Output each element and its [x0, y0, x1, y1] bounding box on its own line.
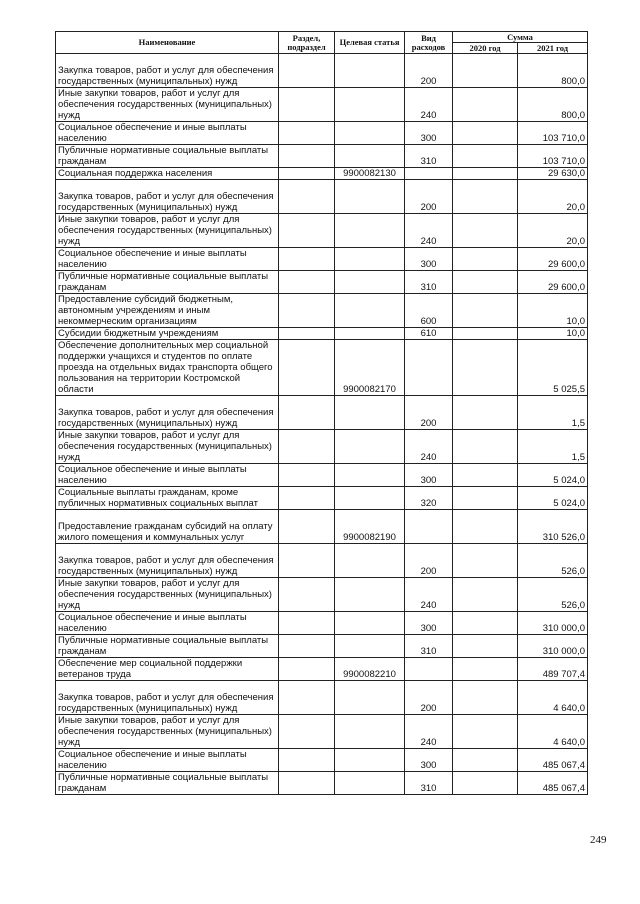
cell-name: Социальное обеспечение и иные выплаты населению [56, 612, 279, 635]
cell-name: Предоставление гражданам субсидий на оплату жилого помещения и коммунальных услуг [56, 510, 279, 544]
cell-name: Предоставление субсидий бюджетным, автономным учреждениям и иным некоммерческим организациям [56, 294, 279, 328]
cell-target [335, 430, 405, 464]
table-row [56, 145, 588, 168]
cell-target [335, 328, 405, 340]
cell-section [279, 635, 335, 658]
cell-kind: 240 [405, 578, 453, 612]
cell-y2021: 310 526,0 [518, 510, 588, 544]
cell-name: Публичные нормативные социальные выплаты гражданам [56, 635, 279, 658]
cell-kind: 200 [405, 544, 453, 578]
cell-name: Закупка товаров, работ и услуг для обеспечения государственных (муниципальных) нужд [56, 544, 279, 578]
cell-y2021: 10,0 [518, 328, 588, 340]
table-row [56, 544, 588, 578]
cell-target [335, 396, 405, 430]
cell-y2020 [453, 145, 518, 168]
cell-y2020 [453, 658, 518, 681]
table-row [56, 54, 588, 88]
cell-section [279, 487, 335, 510]
cell-target: 9900082190 [335, 510, 405, 544]
table-row [56, 294, 588, 328]
cell-section [279, 294, 335, 328]
cell-kind [405, 168, 453, 180]
cell-kind: 310 [405, 145, 453, 168]
cell-section [279, 464, 335, 487]
cell-y2021: 1,5 [518, 396, 588, 430]
cell-target [335, 635, 405, 658]
cell-kind: 310 [405, 271, 453, 294]
cell-name: Социальное обеспечение и иные выплаты населению [56, 749, 279, 772]
cell-section [279, 248, 335, 271]
cell-y2020 [453, 715, 518, 749]
cell-name: Социальное обеспечение и иные выплаты населению [56, 464, 279, 487]
cell-kind: 200 [405, 180, 453, 214]
cell-target [335, 772, 405, 795]
cell-y2020 [453, 487, 518, 510]
cell-name: Публичные нормативные социальные выплаты гражданам [56, 145, 279, 168]
cell-y2021: 310 000,0 [518, 635, 588, 658]
cell-kind: 300 [405, 749, 453, 772]
cell-y2020 [453, 544, 518, 578]
cell-y2020 [453, 271, 518, 294]
cell-y2021: 1,5 [518, 430, 588, 464]
table-row [56, 510, 588, 544]
cell-name: Социальные выплаты гражданам, кроме публичных нормативных социальных выплат [56, 487, 279, 510]
cell-y2020 [453, 180, 518, 214]
cell-section [279, 544, 335, 578]
cell-kind: 310 [405, 772, 453, 795]
cell-section [279, 180, 335, 214]
cell-y2020 [453, 510, 518, 544]
cell-kind: 300 [405, 464, 453, 487]
cell-kind: 300 [405, 122, 453, 145]
cell-section [279, 749, 335, 772]
cell-section [279, 214, 335, 248]
cell-section [279, 396, 335, 430]
table-row [56, 396, 588, 430]
cell-y2021: 310 000,0 [518, 612, 588, 635]
cell-y2020 [453, 294, 518, 328]
table-header [56, 32, 588, 54]
cell-y2020 [453, 328, 518, 340]
cell-y2020 [453, 430, 518, 464]
cell-target [335, 88, 405, 122]
table-row [56, 430, 588, 464]
cell-kind: 320 [405, 487, 453, 510]
cell-y2021: 5 025,5 [518, 340, 588, 396]
table-row [56, 168, 588, 180]
cell-y2021: 800,0 [518, 88, 588, 122]
cell-target [335, 464, 405, 487]
cell-y2020 [453, 168, 518, 180]
cell-y2020 [453, 612, 518, 635]
cell-section [279, 271, 335, 294]
cell-name: Публичные нормативные социальные выплаты гражданам [56, 772, 279, 795]
cell-name: Публичные нормативные социальные выплаты гражданам [56, 271, 279, 294]
table-row [56, 271, 588, 294]
cell-name: Иные закупки товаров, работ и услуг для обеспечения государственных (муниципальных) нужд [56, 578, 279, 612]
header-sum: Сумма [453, 32, 588, 43]
cell-name: Закупка товаров, работ и услуг для обеспечения государственных (муниципальных) нужд [56, 54, 279, 88]
table-row [56, 749, 588, 772]
cell-y2021: 20,0 [518, 180, 588, 214]
cell-y2021: 526,0 [518, 544, 588, 578]
cell-y2020 [453, 681, 518, 715]
budget-table [55, 31, 588, 795]
cell-section [279, 715, 335, 749]
cell-y2021: 4 640,0 [518, 715, 588, 749]
cell-y2020 [453, 122, 518, 145]
cell-y2021: 103 710,0 [518, 122, 588, 145]
cell-y2020 [453, 248, 518, 271]
table-row [56, 635, 588, 658]
cell-y2021: 29 600,0 [518, 248, 588, 271]
cell-y2021: 5 024,0 [518, 487, 588, 510]
cell-target [335, 487, 405, 510]
cell-name: Закупка товаров, работ и услуг для обеспечения государственных (муниципальных) нужд [56, 396, 279, 430]
cell-target: 9900082130 [335, 168, 405, 180]
table-row [56, 487, 588, 510]
table-row [56, 772, 588, 795]
cell-section [279, 430, 335, 464]
cell-y2021: 103 710,0 [518, 145, 588, 168]
cell-target: 9900082210 [335, 658, 405, 681]
cell-kind: 240 [405, 214, 453, 248]
table-row [56, 340, 588, 396]
header-kind: Вид расходов [405, 32, 453, 54]
header-year-2021: 2021 год [518, 43, 588, 54]
cell-section [279, 340, 335, 396]
cell-target [335, 122, 405, 145]
header-year-2020: 2020 год [453, 43, 518, 54]
table-row [56, 248, 588, 271]
cell-section [279, 168, 335, 180]
cell-target [335, 681, 405, 715]
cell-name: Социальное обеспечение и иные выплаты населению [56, 122, 279, 145]
cell-kind: 240 [405, 715, 453, 749]
cell-target [335, 578, 405, 612]
table-row [56, 214, 588, 248]
cell-name: Закупка товаров, работ и услуг для обеспечения государственных (муниципальных) нужд [56, 180, 279, 214]
cell-kind [405, 340, 453, 396]
cell-kind: 200 [405, 54, 453, 88]
cell-y2020 [453, 54, 518, 88]
cell-name: Иные закупки товаров, работ и услуг для обеспечения государственных (муниципальных) нужд [56, 430, 279, 464]
cell-kind: 240 [405, 88, 453, 122]
table-row [56, 328, 588, 340]
cell-y2021: 5 024,0 [518, 464, 588, 487]
cell-y2021: 29 630,0 [518, 168, 588, 180]
header-section: Раздел, подраздел [279, 32, 335, 54]
cell-y2021: 489 707,4 [518, 658, 588, 681]
cell-y2020 [453, 635, 518, 658]
table-row [56, 180, 588, 214]
cell-section [279, 328, 335, 340]
cell-y2020 [453, 396, 518, 430]
cell-kind: 300 [405, 612, 453, 635]
cell-kind: 200 [405, 681, 453, 715]
table-row [56, 464, 588, 487]
cell-y2021: 800,0 [518, 54, 588, 88]
cell-kind [405, 658, 453, 681]
cell-y2020 [453, 749, 518, 772]
table-body [56, 54, 588, 795]
cell-section [279, 145, 335, 168]
cell-target [335, 749, 405, 772]
cell-name: Обеспечение мер социальной поддержки ветеранов труда [56, 658, 279, 681]
cell-target [335, 271, 405, 294]
cell-y2021: 4 640,0 [518, 681, 588, 715]
cell-kind: 310 [405, 635, 453, 658]
cell-name: Обеспечение дополнительных мер социальной поддержки учащихся и студентов по оплате проезда на отдельных видах транспорта общего пользования на территории Костромской области [56, 340, 279, 396]
cell-name: Иные закупки товаров, работ и услуг для обеспечения государственных (муниципальных) нужд [56, 715, 279, 749]
cell-section [279, 510, 335, 544]
table-row [56, 681, 588, 715]
table-row [56, 578, 588, 612]
cell-kind: 610 [405, 328, 453, 340]
table-row [56, 715, 588, 749]
cell-y2020 [453, 578, 518, 612]
table-row [56, 658, 588, 681]
cell-y2020 [453, 772, 518, 795]
cell-target [335, 544, 405, 578]
cell-section [279, 681, 335, 715]
cell-section [279, 54, 335, 88]
cell-y2021: 20,0 [518, 214, 588, 248]
cell-name: Социальное обеспечение и иные выплаты населению [56, 248, 279, 271]
cell-target [335, 145, 405, 168]
cell-name: Закупка товаров, работ и услуг для обеспечения государственных (муниципальных) нужд [56, 681, 279, 715]
cell-y2021: 485 067,4 [518, 772, 588, 795]
cell-name: Субсидии бюджетным учреждениям [56, 328, 279, 340]
header-target: Целевая статья [335, 32, 405, 54]
cell-y2021: 10,0 [518, 294, 588, 328]
cell-section [279, 612, 335, 635]
cell-y2020 [453, 340, 518, 396]
table-row [56, 88, 588, 122]
cell-target [335, 180, 405, 214]
cell-name: Социальная поддержка населения [56, 168, 279, 180]
cell-section [279, 122, 335, 145]
cell-section [279, 88, 335, 122]
cell-section [279, 658, 335, 681]
cell-section [279, 578, 335, 612]
cell-target [335, 214, 405, 248]
cell-section [279, 772, 335, 795]
cell-kind [405, 510, 453, 544]
cell-y2021: 485 067,4 [518, 749, 588, 772]
table-row [56, 122, 588, 145]
page-number: 249 [590, 834, 607, 846]
cell-y2020 [453, 88, 518, 122]
header-name: Наименование [56, 32, 279, 54]
cell-y2020 [453, 214, 518, 248]
cell-y2020 [453, 464, 518, 487]
cell-kind: 600 [405, 294, 453, 328]
cell-y2021: 526,0 [518, 578, 588, 612]
cell-target [335, 248, 405, 271]
cell-kind: 300 [405, 248, 453, 271]
cell-y2021: 29 600,0 [518, 271, 588, 294]
cell-target: 9900082170 [335, 340, 405, 396]
cell-name: Иные закупки товаров, работ и услуг для обеспечения государственных (муниципальных) нужд [56, 88, 279, 122]
cell-target [335, 294, 405, 328]
cell-kind: 240 [405, 430, 453, 464]
cell-target [335, 715, 405, 749]
cell-target [335, 54, 405, 88]
cell-name: Иные закупки товаров, работ и услуг для обеспечения государственных (муниципальных) нужд [56, 214, 279, 248]
cell-kind: 200 [405, 396, 453, 430]
cell-target [335, 612, 405, 635]
table-row [56, 612, 588, 635]
